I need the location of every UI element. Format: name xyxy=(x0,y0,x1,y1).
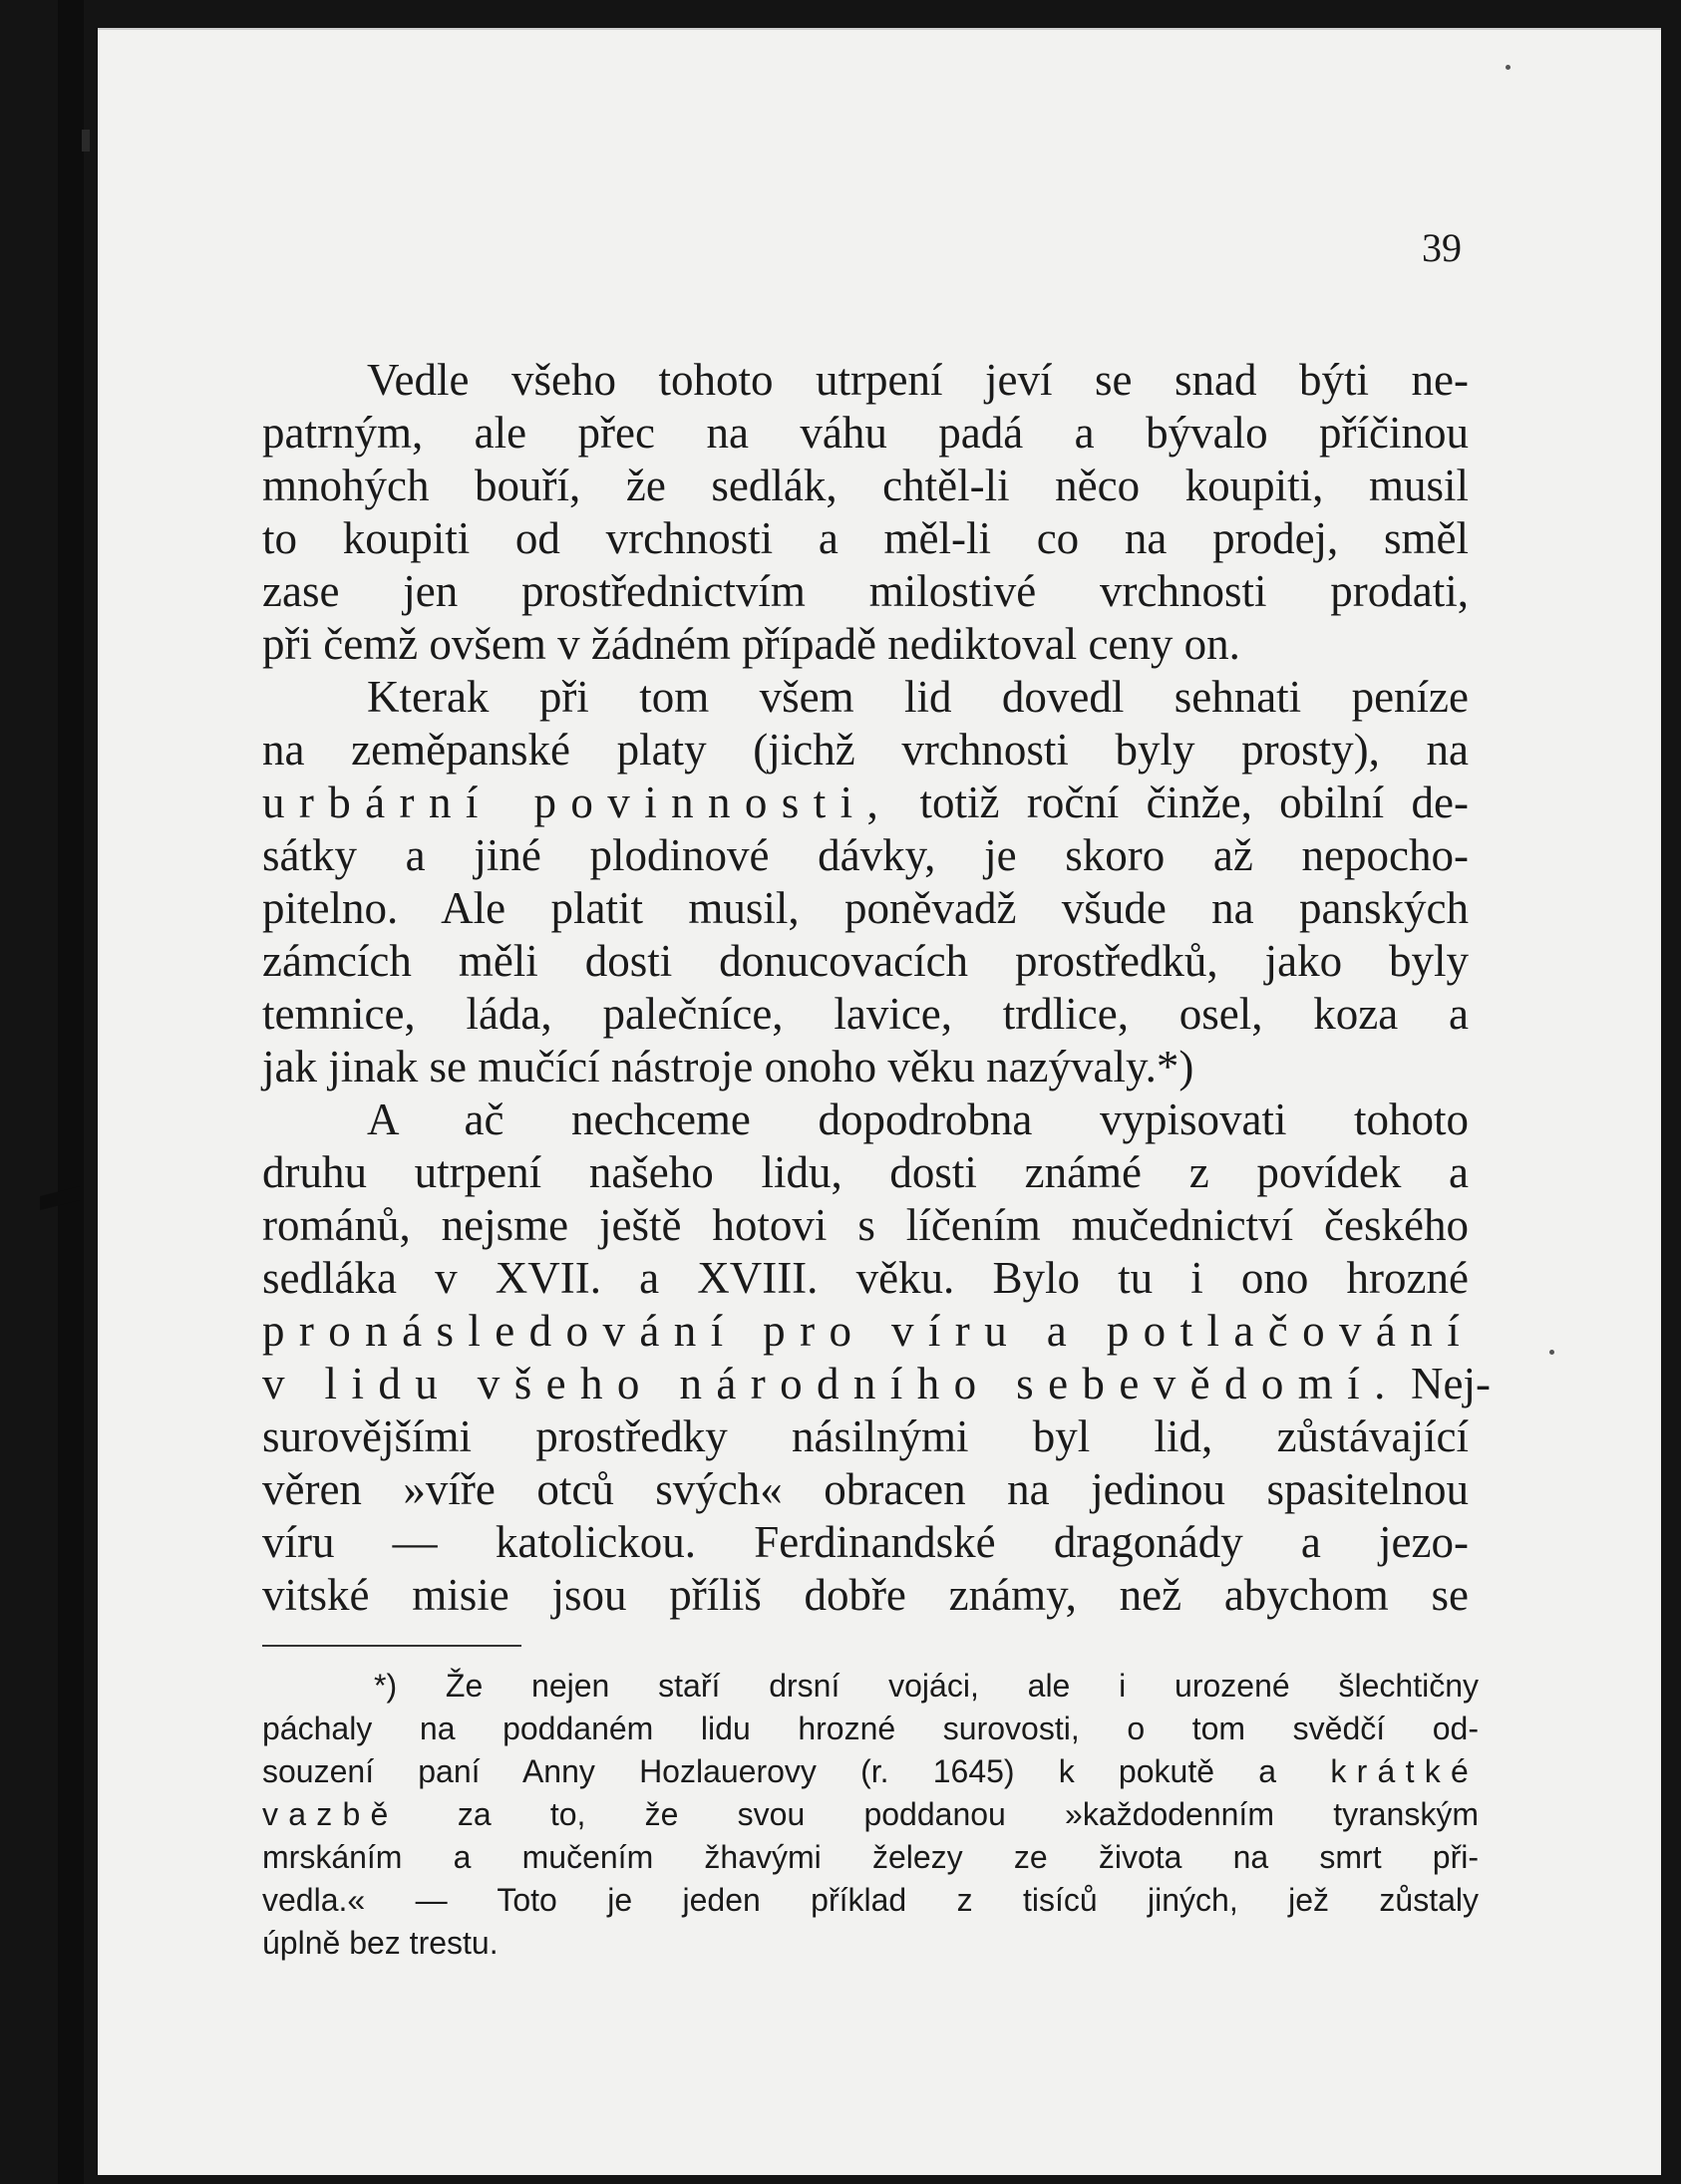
footnote-line xyxy=(262,1665,1479,1708)
spaced-emphasis: vazbě xyxy=(262,1796,399,1832)
text-line-emphasis xyxy=(262,777,1469,829)
text-fragment: souzení paní Anny Hozlauerovy (r. 1645) k pokutě a xyxy=(262,1753,1276,1789)
spaced-emphasis-line: pronásledování pro víru a potlačování xyxy=(262,1306,1475,1356)
text-line: sátky a jiné plodinové dávky, je skoro až nepocho- xyxy=(262,830,1469,880)
text-line: románů, nejsme ještě hotovi s líčením mučednictví českého xyxy=(262,1200,1469,1250)
footnote-line: páchaly na poddaném lidu hrozné surovosti, o tom svědčí od- xyxy=(262,1711,1479,1746)
text-line: věren »víře otců svých« obracen na jedinou spasitelnou xyxy=(262,1464,1469,1514)
text-fragment: za to, že svou poddanou »každodenním tyranským xyxy=(398,1796,1479,1832)
footnote-line: mrskáním a mučením žhavými železy ze života na smrt při- xyxy=(262,1839,1479,1875)
text-fragment: Že nejen staří drsní vojáci, ale i urozené šlechtičny xyxy=(397,1668,1479,1704)
text-line: sedláka v XVII. a XVIII. věku. Bylo tu i ono hrozné xyxy=(262,1253,1469,1303)
text-line: to koupiti od vrchnosti a měl-li co na prodej, směl xyxy=(262,513,1469,563)
footnote xyxy=(262,1665,1479,1965)
text-fragment: totiž roční činže, obilní de- xyxy=(892,778,1469,827)
binding-mark xyxy=(82,130,90,152)
footnote-line: vedla.« — Toto je jeden příklad z tisíců jiných, jež zůstaly xyxy=(262,1882,1479,1918)
footnote-marker: *) xyxy=(374,1668,398,1704)
text-fragment: Nej- xyxy=(1399,1359,1491,1408)
text-line-emphasis xyxy=(262,1358,1491,1410)
text-line: zámcích měli dosti donucovacích prostředků, jako byly xyxy=(262,936,1469,986)
footnote-line xyxy=(262,1750,1479,1793)
text-line: A ač nechceme dopodrobna vypisovati tohoto xyxy=(367,1094,1469,1144)
book-spine-shadow xyxy=(58,0,84,2184)
text-line: vitské misie jsou příliš dobře známy, než abychom se xyxy=(262,1570,1469,1620)
text-line: surovějšími prostředky násilnými byl lid, zůstávající xyxy=(262,1411,1469,1461)
page-number: 39 xyxy=(1422,225,1462,270)
footnote-rule xyxy=(262,1645,521,1647)
text-line: Vedle všeho tohoto utrpení jeví se snad býti ne- xyxy=(367,355,1469,405)
text-line: patrným, ale přec na váhu padá a bývalo příčinou xyxy=(262,408,1469,458)
text-line: jak jinak se mučící nástroje onoho věku nazývaly.*) xyxy=(262,1042,1194,1092)
scan-speck xyxy=(1506,65,1511,70)
text-line: při čemž ovšem v žádném případě nediktoval ceny on. xyxy=(262,619,1240,669)
text-line: druhu utrpení našeho lidu, dosti známé z povídek a xyxy=(262,1147,1469,1197)
main-text xyxy=(262,354,1491,1622)
spaced-emphasis: urbární povinnosti, xyxy=(262,778,893,827)
footnote-line xyxy=(262,1793,1479,1836)
text-line: temnice, láda, palečníce, lavice, trdlice, osel, koza a xyxy=(262,989,1469,1039)
spaced-emphasis: krátké xyxy=(1276,1753,1480,1789)
footnote-line: úplně bez trestu. xyxy=(262,1925,499,1961)
text-line: na zeměpanské platy (jichž vrchnosti byly prosty), na xyxy=(262,725,1469,775)
text-line: víru — katolickou. Ferdinandské dragonády a jezo- xyxy=(262,1517,1469,1567)
scan-speck xyxy=(1549,1350,1554,1355)
text-line: zase jen prostřednictvím milostivé vrchnosti prodati, xyxy=(262,566,1469,616)
text-line: Kterak při tom všem lid dovedl sehnati peníze xyxy=(367,672,1469,722)
text-line: mnohých bouří, že sedlák, chtěl-li něco koupiti, musil xyxy=(262,461,1469,510)
text-line: pitelno. Ale platit musil, poněvadž všude na panských xyxy=(262,883,1469,933)
spaced-emphasis: v lidu všeho národního sebevědomí. xyxy=(262,1359,1400,1408)
